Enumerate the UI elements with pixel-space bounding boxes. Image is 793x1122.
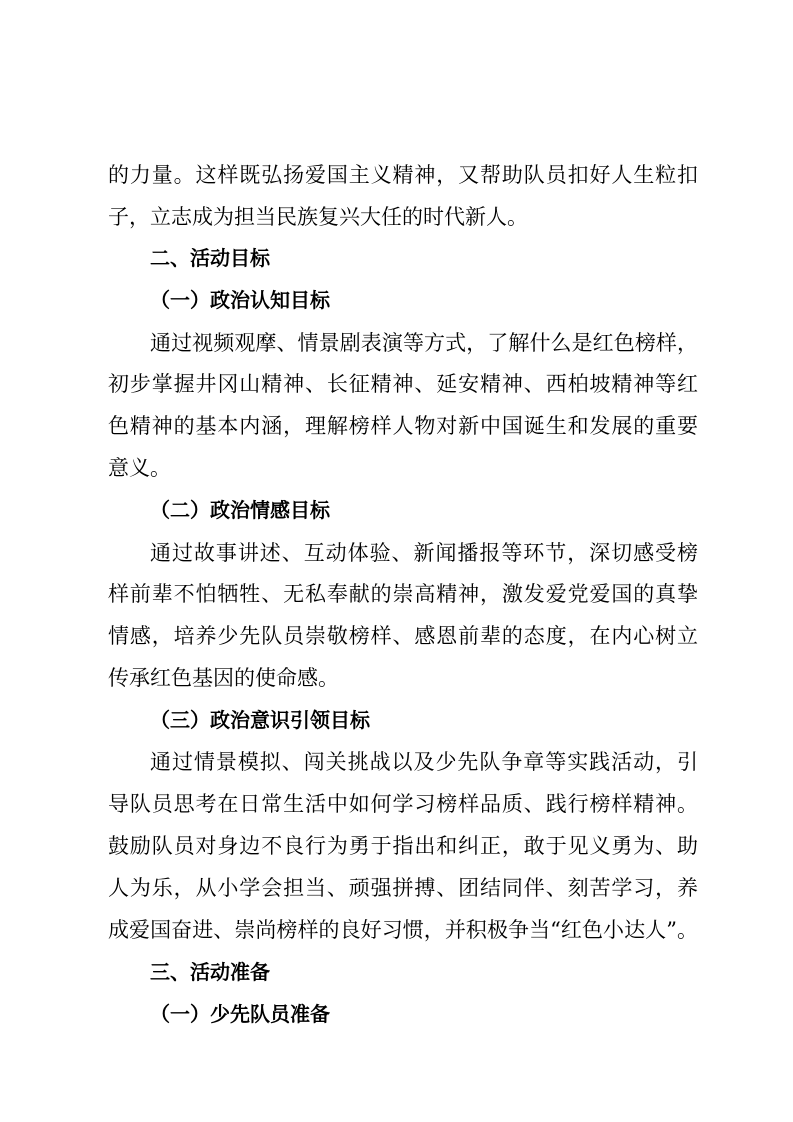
section-heading: 二、活动目标 — [150, 246, 270, 270]
paragraph-line: 鼓励队员对身边不良行为勇于指出和纠正，敢于见义勇为、助 — [108, 834, 698, 858]
paragraph-line: 色精神的基本内涵，理解榜样人物对新中国诞生和发展的重要 — [108, 414, 698, 438]
paragraph-line: 传承红色基因的使命感。 — [108, 666, 339, 690]
paragraph-line: 初步掌握井冈山精神、长征精神、延安精神、西柏坡精神等红 — [108, 372, 698, 396]
paragraph-line: 的力量。这样既弘扬爱国主义精神，又帮助队员扣好人生粒扣 — [108, 163, 698, 187]
section-heading: 三、活动准备 — [150, 960, 270, 984]
paragraph-line: 通过故事讲述、互动体验、新闻播报等环节，深切感受榜 — [150, 541, 698, 565]
paragraph-line: 通过视频观摩、情景剧表演等方式，了解什么是红色榜样， — [150, 331, 698, 355]
subsection-heading: （三）政治意识引领目标 — [150, 708, 370, 732]
paragraph-line: 情感，培养少先队员崇敬榜样、感恩前辈的态度，在内心树立 — [108, 624, 698, 648]
subsection-heading: （一）政治认知目标 — [150, 288, 330, 312]
paragraph-line: 导队员思考在日常生活中如何学习榜样品质、践行榜样精神。 — [108, 792, 698, 816]
paragraph-line: 人为乐，从小学会担当、顽强拼搏、团结同伴、刻苦学习，养 — [108, 876, 698, 900]
paragraph-line: 子，立志成为担当民族复兴大任的时代新人。 — [108, 205, 528, 229]
subsection-heading: （一）少先队员准备 — [150, 1002, 330, 1026]
paragraph-line: 通过情景模拟、闯关挑战以及少先队争章等实践活动，引 — [150, 750, 698, 774]
subsection-heading: （二）政治情感目标 — [150, 498, 330, 522]
paragraph-line: 样前辈不怕牺牲、无私奉献的崇高精神，激发爱党爱国的真挚 — [108, 582, 698, 606]
paragraph-line: 成爱国奋进、崇尚榜样的良好习惯，并积极争当“红色小达人”。 — [108, 918, 698, 942]
paragraph-line: 意义。 — [108, 456, 171, 480]
